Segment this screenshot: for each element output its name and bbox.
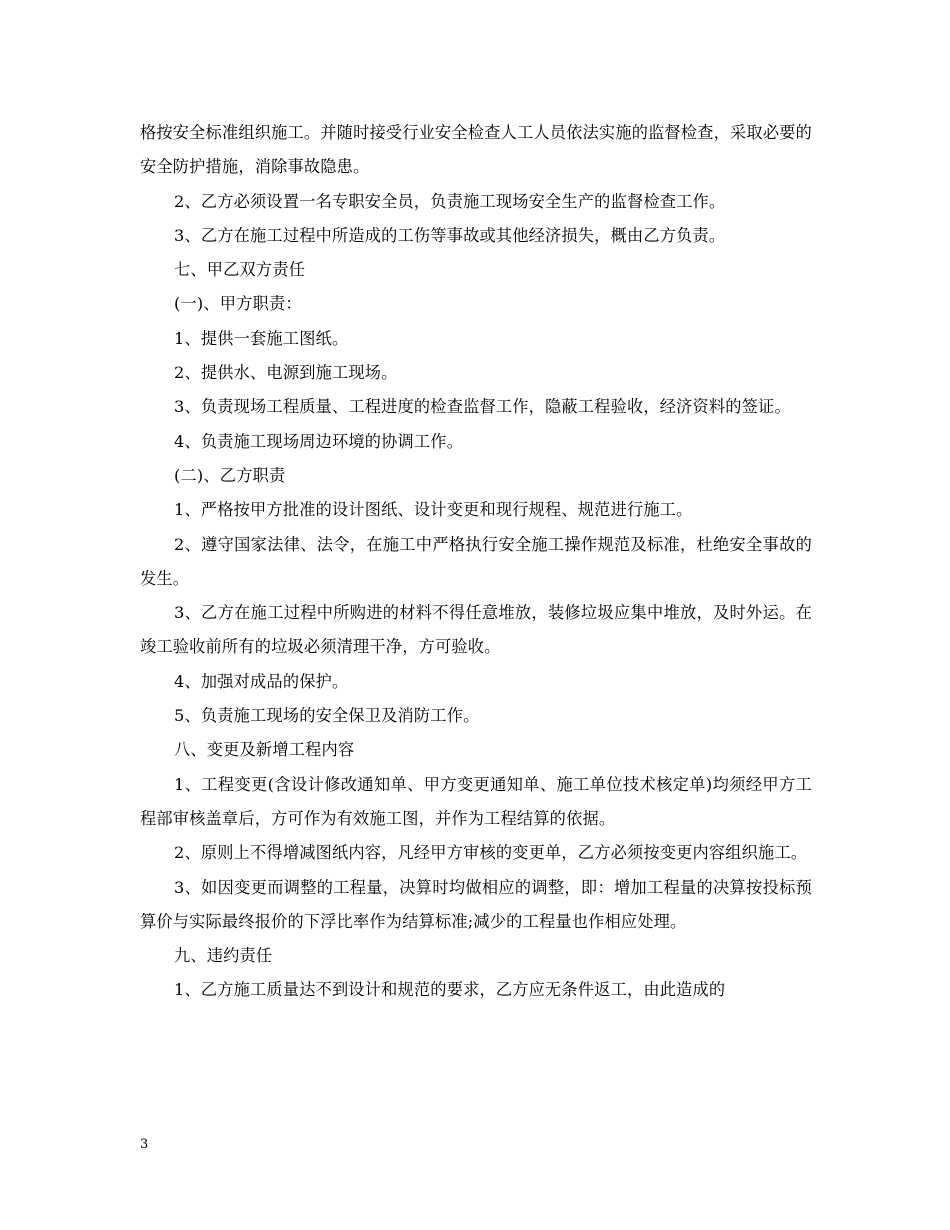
paragraph: 4、加强对成品的保护。 [174, 671, 349, 691]
paragraph: 3、如因变更而调整的工程量，决算时均做相应的调整，即：增加工程量的决算按投标预算价与实际最终报价的下浮比率作为结算标准;减少的工程量也作相应处理。 [140, 877, 812, 931]
subsection-heading: (二)、乙方职责 [174, 465, 286, 485]
paragraph: 格按安全标准组织施工。并随时接受行业安全检查人工人员依法实施的监督检查，采取必要的安全防护措施，消除事故隐患。 [140, 123, 812, 177]
section-heading: 九、违约责任 [174, 946, 273, 966]
section-heading: 八、变更及新增工程内容 [174, 740, 355, 760]
document-body [140, 116, 812, 1008]
paragraph: 3、负责现场工程质量、工程进度的检查监督工作，隐蔽工程验收，经济资料的签证。 [174, 397, 791, 417]
paragraph: 2、原则上不得增减图纸内容，凡经甲方审核的变更单，乙方必须按变更内容组织施工。 [174, 843, 808, 863]
paragraph: 2、提供水、电源到施工现场。 [174, 363, 398, 383]
paragraph: 5、负责施工现场的安全保卫及消防工作。 [174, 706, 480, 726]
page-number: 3 [140, 1137, 149, 1152]
paragraph: 2、遵守国家法律、法令，在施工中严格执行安全施工操作规范及标准，杜绝安全事故的发生。 [140, 534, 812, 588]
paragraph: 1、提供一套施工图纸。 [174, 328, 349, 348]
paragraph: 1、严格按甲方批准的设计图纸、设计变更和现行规程、规范进行施工。 [174, 500, 693, 520]
section-heading: 七、甲乙双方责任 [174, 260, 306, 280]
paragraph: 2、乙方必须设置一名专职安全员，负责施工现场安全生产的监督检查工作。 [174, 191, 726, 211]
paragraph: 1、工程变更(含设计修改通知单、甲方变更通知单、施工单位技术核定单)均须经甲方工程部审核盖章后，方可作为有效施工图，并作为工程结算的依据。 [140, 774, 812, 828]
subsection-heading: (一)、甲方职责： [174, 294, 302, 314]
paragraph: 3、乙方在施工过程中所购进的材料不得任意堆放，装修垃圾应集中堆放，及时外运。在竣工验收前所有的垃圾必须清理干净，方可验收。 [140, 603, 812, 657]
paragraph: 1、乙方施工质量达不到设计和规范的要求，乙方应无条件返工，由此造成的 [174, 980, 726, 1000]
paragraph: 3、乙方在施工过程中所造成的工伤等事故或其他经济损失，概由乙方负责。 [174, 225, 726, 245]
paragraph: 4、负责施工现场周边环境的协调工作。 [174, 431, 464, 451]
